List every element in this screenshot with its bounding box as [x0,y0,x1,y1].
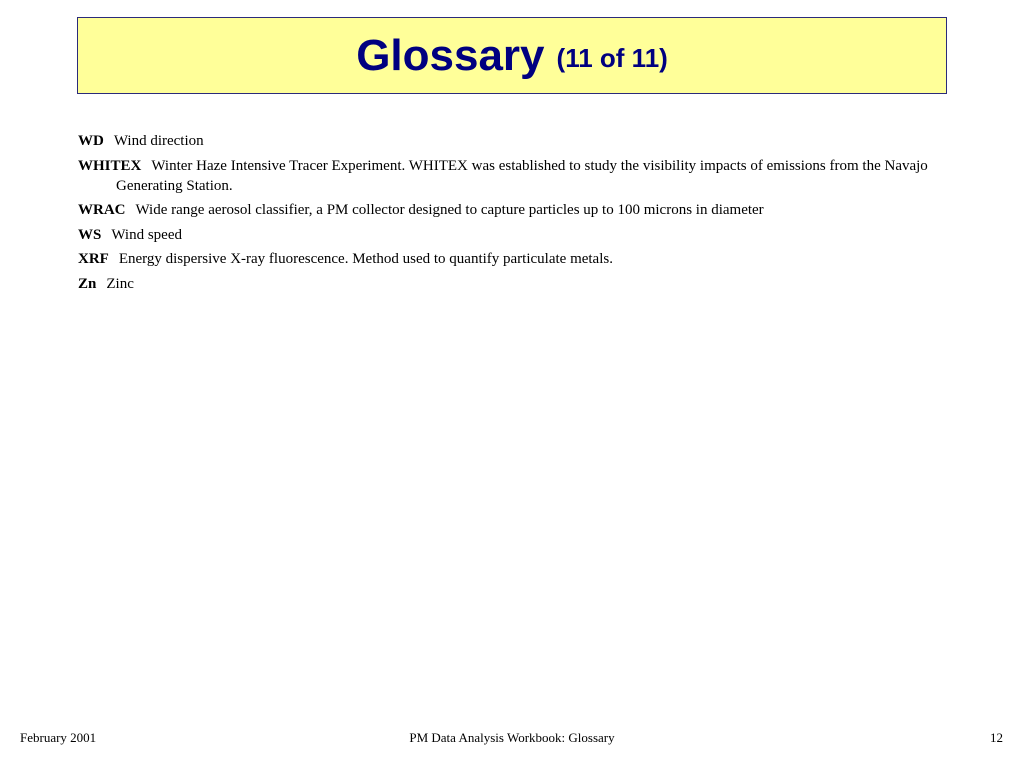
glossary-term: WS [78,226,102,243]
footer-date: February 2001 [20,730,97,745]
glossary-entry-zn [78,274,948,294]
glossary-entry-wd [78,131,948,151]
glossary-entry-xrf [78,249,948,269]
glossary-list [78,131,948,298]
glossary-definition: Wind direction [113,133,204,149]
glossary-definition: Zinc [106,275,134,292]
glossary-entry-wrac [78,200,948,220]
footer-page-number: 12 [990,730,1003,745]
slide-title-box [77,17,947,94]
glossary-term: XRF [78,251,109,267]
glossary-definition: Energy dispersive X-ray fluorescence. Method used to quantify particulate metals. [118,251,613,267]
slide-title-page-count: (11 of 11) [556,43,668,73]
glossary-term: WHITEX [78,157,142,174]
glossary-term: Zn [78,275,97,292]
footer-document-title: PM Data Analysis Workbook: Glossary [409,730,615,745]
glossary-entry-ws [78,225,948,245]
slide-title: Glossary [356,30,545,80]
glossary-term: WD [78,133,104,149]
glossary-definition: Wide range aerosol classifier, a PM collector designed to capture particles up to 100 microns in diameter [135,202,764,218]
glossary-entry-whitex [78,156,948,196]
glossary-term: WRAC [78,202,126,218]
glossary-definition: Winter Haze Intensive Tracer Experiment. WHITEX was established to study the visibility impacts of emissions from the Navajo Generating Station. [116,157,928,194]
glossary-definition: Wind speed [111,226,182,243]
